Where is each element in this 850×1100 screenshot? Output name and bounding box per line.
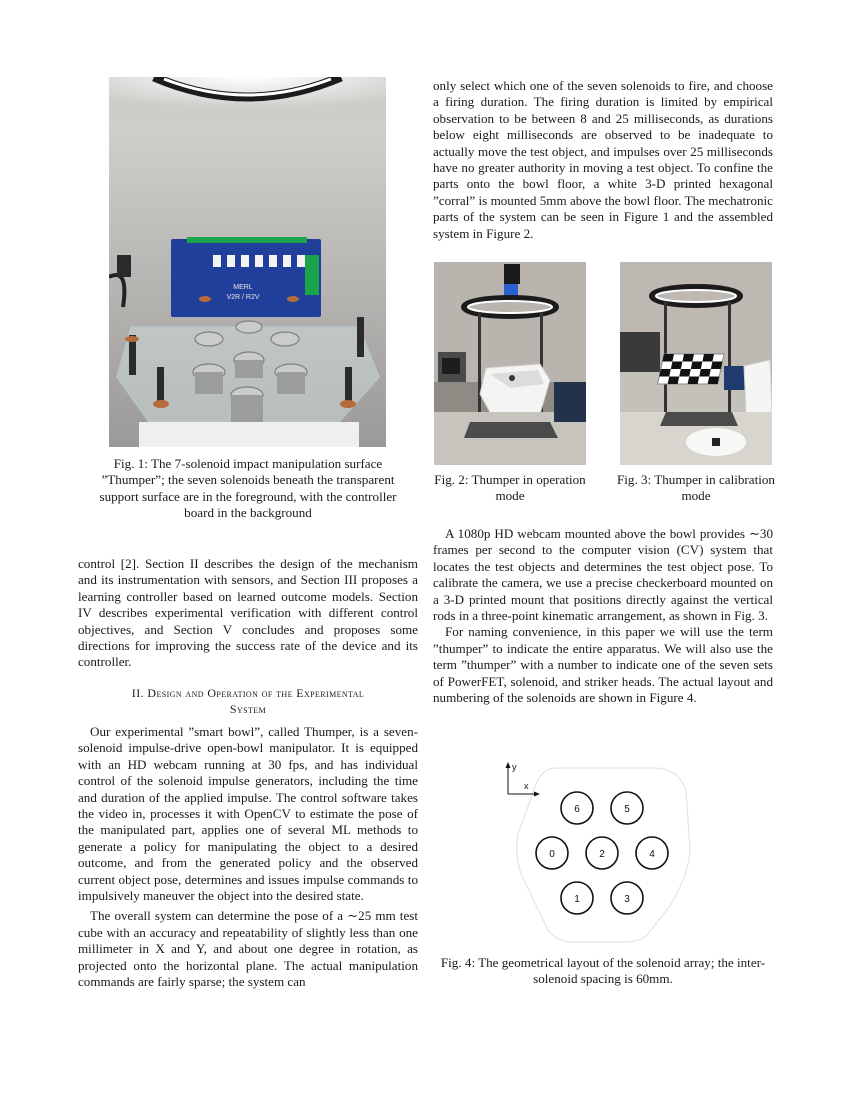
solenoid-5-label: 5	[624, 804, 630, 815]
figure-2-caption: Fig. 2: Thumper in operation mode	[434, 472, 586, 504]
solenoid-0-label: 0	[549, 849, 555, 860]
solenoid-4-label: 4	[649, 849, 655, 860]
figure-3-photo	[620, 262, 772, 465]
board-label-merl: MERL	[233, 284, 253, 291]
x-axis-label: x	[524, 781, 529, 791]
y-axis-label: y	[512, 762, 517, 772]
figure-2-photo	[434, 262, 586, 465]
paragraph-smart-bowl: Our experimental ”smart bowl”, called Thumper, is a seven-solenoid impulse-drive open-bowl manipulator. It is equipped with an HD webcam running at 30 fps, and has individual control of the solenoid impulse generators, including the time and duration of the applied impulse. The control software takes the video in, processes it with OpenCV to estimate the pose of the manipulated part, applies one of several ML methods to generate a policy for manipulating the object to a desired outcome, and from the generated policy and the observed current object pose, determines and issues impulse commands to impulsively maneuver the object into the desired state.	[78, 724, 418, 904]
paragraph-webcam: A 1080p HD webcam mounted above the bowl provides ∼30 frames per second to the computer vision (CV) system that locates the test objects and determines the test object pose. To calibrate the camera, we use a precise checkerboard mounted on a 3-D printed mount that positions directly against the vertical rods in a three-point kinematic arrangement, as shown in Fig. 3.	[433, 526, 773, 624]
figure-1-photo	[109, 77, 386, 447]
figure-4-caption: Fig. 4: The geometrical layout of the solenoid array; the inter-solenoid spacing is 60mm.	[440, 955, 766, 987]
figure-4-diagram	[500, 756, 696, 946]
figure-3-illustration	[620, 262, 772, 465]
section-heading-line-2: System	[229, 701, 267, 716]
figure-1-caption: Fig. 1: The 7-solenoid impact manipulation surface ”Thumper”; the seven solenoids beneath the transparent support surface are in the foreground, with the controller board in the background	[99, 456, 397, 521]
controller-board	[171, 239, 321, 317]
solenoid-1-label: 1	[574, 894, 580, 905]
board-label-version: V2R / R2V	[226, 294, 260, 301]
paragraph-firing-duration: only select which one of the seven solenoids to fire, and choose a firing duration. The firing duration is limited by empirical observation to be between 8 and 25 milliseconds, as durations below eight milliseconds are observed to be inadequate to actually move the test object, and impulses over 25 milliseconds have no greater authority in moving a test object. To confine the parts onto the bowl floor, a white 3-D printed hexagonal ”corral” is mounted 5mm above the bowl floor. The mechatronic parts of the system can be seen in Figure 1 and the assembled system in Figure 2.	[433, 78, 773, 241]
paragraph-naming: For naming convenience, in this paper we will use the term ”thumper” to indicate the entire apparatus. We will also use the term ”thumper” with a number to indicate one of the seven sets of PowerFET, solenoid, and striker heads. The actual layout and numbering of the solenoids are shown in Figure 4.	[433, 624, 773, 706]
solenoid-2-label: 2	[599, 849, 605, 860]
solenoid-layout-svg	[500, 756, 696, 946]
section-heading-line-1: II. Design and Operation of the Experimental	[131, 686, 365, 700]
solenoid-6-label: 6	[574, 804, 580, 815]
figure-1-illustration	[109, 77, 386, 447]
section-heading	[78, 686, 418, 717]
figure-3-caption: Fig. 3: Thumper in calibration mode	[617, 472, 775, 504]
paragraph-section-overview: control [2]. Section II describes the design of the mechanism and its instrumentation with sensors, and Section III proposes a learning controller based on learned outcome models. Section IV describes experimental verification with different control objectives, and Section V concludes and proposes some directions for improving the success rate of the device and its controller.	[78, 556, 418, 670]
figure-2-illustration	[434, 262, 586, 465]
paragraph-overall-system: The overall system can determine the pose of a ∼25 mm test cube with an accuracy and repeatability of slightly less than one millimeter in X and Y, and about one degree in rotation, as projected onto the horizontal plane. The actual manipulation commands are fairly sparse; the system can	[78, 908, 418, 990]
solenoid-3-label: 3	[624, 894, 630, 905]
checkerboard	[658, 354, 724, 384]
